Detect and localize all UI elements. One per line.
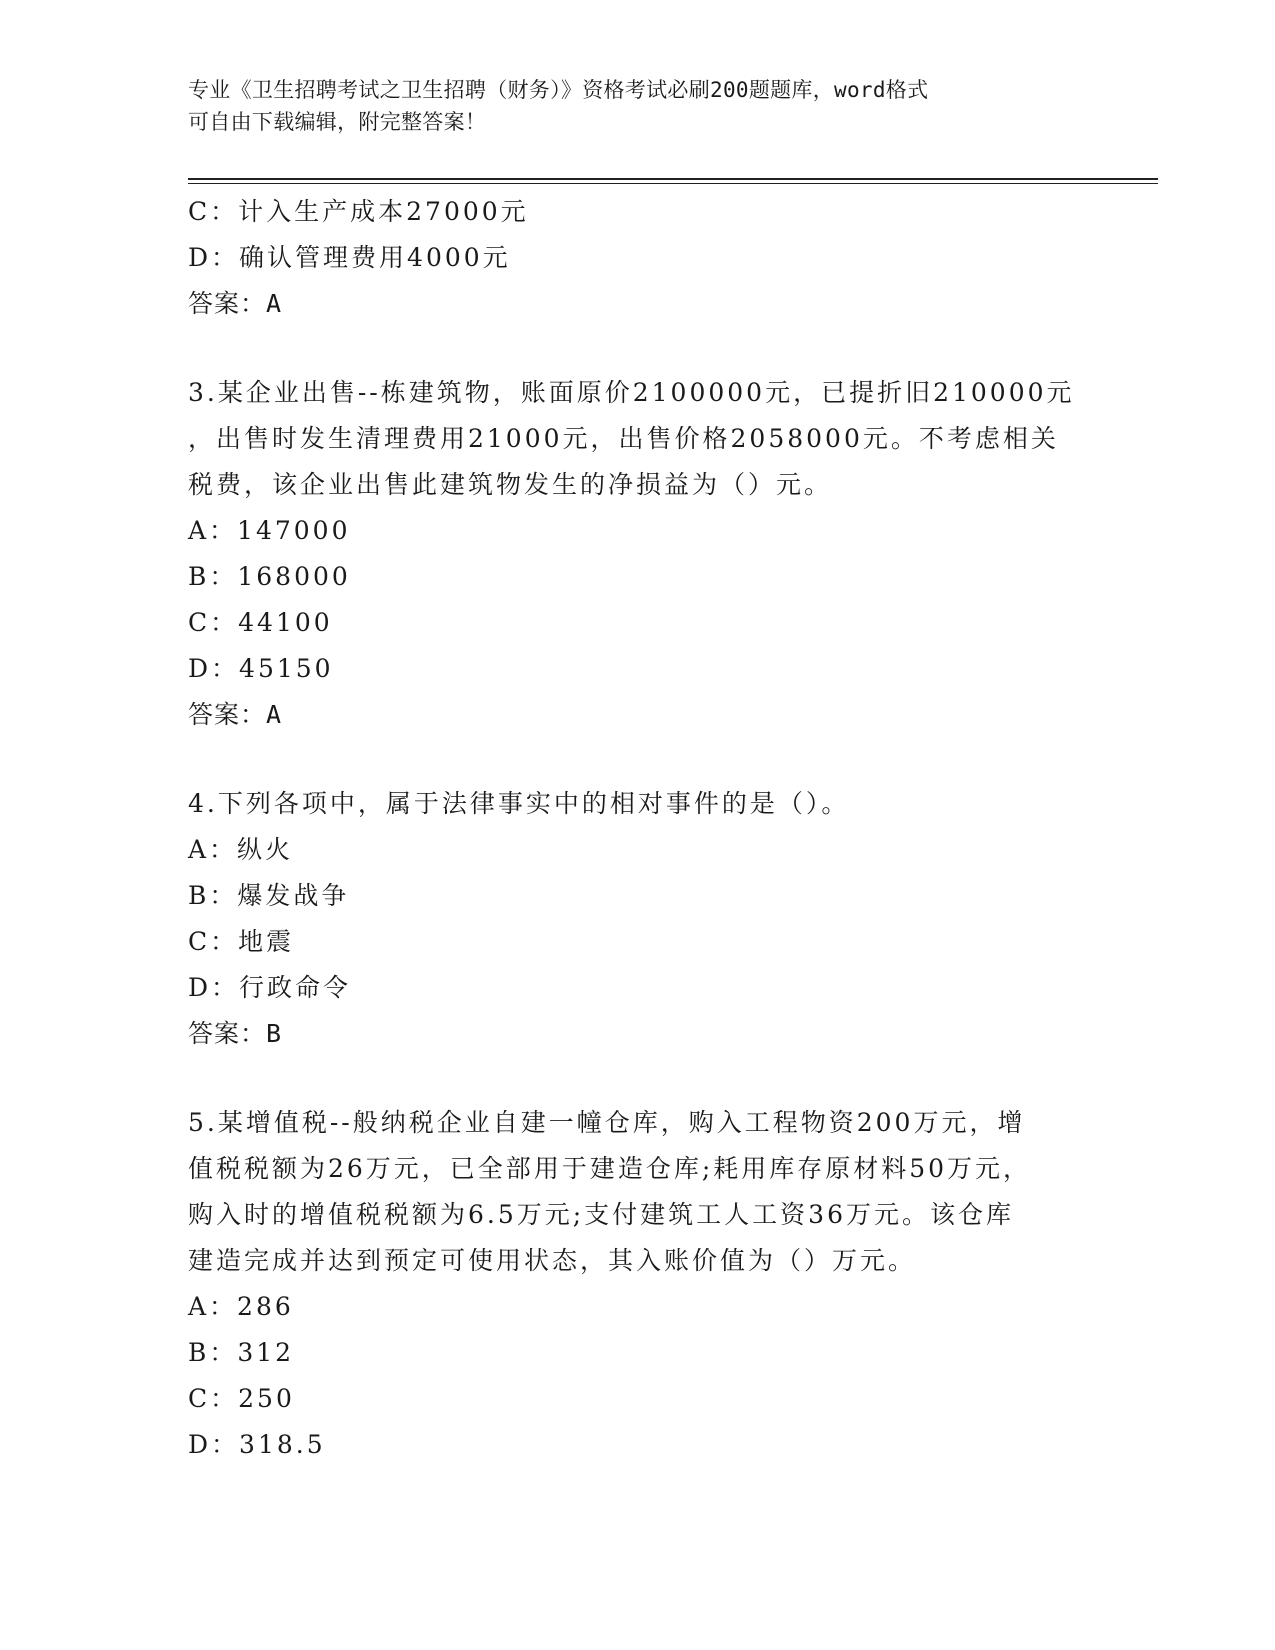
document-header [188, 74, 1068, 138]
question-block [188, 1100, 1088, 1468]
option-c: C：地震 [188, 927, 295, 956]
option-b: B：爆发战争 [188, 881, 350, 910]
answer-line: 答案：A [188, 289, 283, 318]
header-line: 专业《卫生招聘考试之卫生招聘（财务）》资格考试必刷200题题库，word格式 [188, 78, 929, 102]
option-c: C：250 [188, 1384, 295, 1413]
question-block [188, 781, 1088, 1057]
question-text: 建造完成并达到预定可使用状态，其入账价值为（）万元。 [188, 1246, 917, 1275]
question-text: 值税税额为26万元，已全部用于建造仓库;耗用库存原材料50万元， [188, 1154, 1032, 1183]
answer-line: 答案：A [188, 700, 283, 729]
answer-line: 答案：B [188, 1019, 283, 1048]
option-a: A：纵火 [188, 835, 294, 864]
option-d: D：318.5 [188, 1430, 326, 1459]
question-text: 3.某企业出售--栋建筑物，账面原价2100000元，已提折旧210000元 [188, 378, 1075, 407]
question-block [188, 189, 1088, 327]
option-d: D：45150 [188, 654, 334, 683]
header-line: 可自由下载编辑，附完整答案！ [188, 110, 487, 134]
question-text: 4.下列各项中，属于法律事实中的相对事件的是（）。 [188, 789, 850, 818]
option-d: D：行政命令 [188, 973, 352, 1002]
option-b: B：312 [188, 1338, 295, 1367]
option-a: A：286 [188, 1292, 294, 1321]
header-divider [188, 183, 1158, 184]
question-list [188, 189, 1088, 1468]
option-a: A：147000 [188, 516, 351, 545]
question-text: 税费，该企业出售此建筑物发生的净损益为（）元。 [188, 470, 833, 499]
question-text: 购入时的增值税税额为6.5万元;支付建筑工人工资36万元。该仓库 [188, 1200, 1014, 1229]
question-text: 5.某增值税--般纳税企业自建一幢仓库，购入工程物资200万元，增 [188, 1108, 1026, 1137]
question-block [188, 370, 1088, 738]
header-divider [188, 178, 1158, 180]
option-b: B：168000 [188, 562, 351, 591]
option-d: D：确认管理费用4000元 [188, 243, 511, 272]
option-c: C：计入生产成本27000元 [188, 197, 529, 226]
question-text: ，出售时发生清理费用21000元，出售价格2058000元。不考虑相关 [188, 424, 1059, 453]
option-c: C：44100 [188, 608, 333, 637]
